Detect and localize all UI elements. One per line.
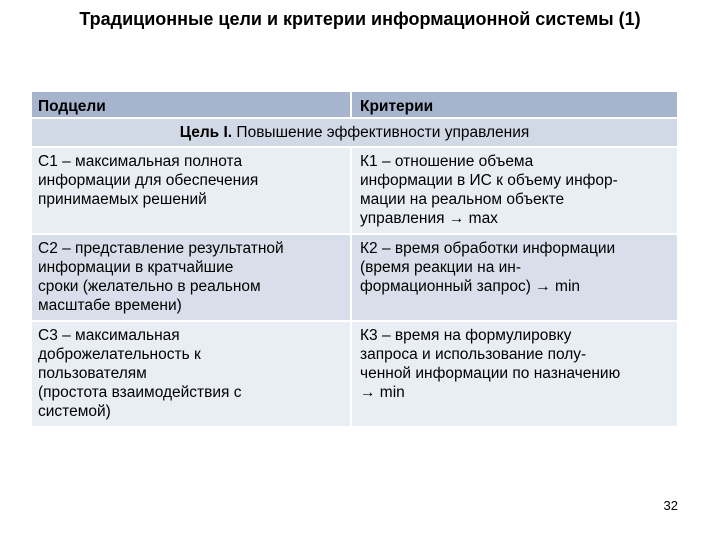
table-row (31, 147, 678, 234)
subgoal-cell (31, 234, 351, 321)
table-header-row (31, 91, 678, 118)
goal-text: Повышение эффективности управления (232, 124, 530, 141)
subgoal-cell (31, 147, 351, 234)
criterion-cell (351, 234, 678, 321)
page-number: 32 (663, 498, 678, 513)
table-row (31, 234, 678, 321)
slide-title: Традиционные цели и критерии информационной системы (1) (79, 9, 641, 29)
criterion-cell (351, 321, 678, 427)
header-subgoals: Подцели (31, 91, 351, 118)
header-criteria: Критерии (351, 91, 678, 118)
criterion-cell (351, 147, 678, 234)
goal-cell (31, 118, 678, 147)
criterion-text: К1 – отношение объема информации в ИС к объему инфор- мации на реальном объекте управления → max (360, 153, 618, 227)
subgoal-text: С1 – максимальная полнота информации для обеспечения принимаемых решений (38, 153, 259, 208)
table-row (31, 321, 678, 427)
subgoal-cell (31, 321, 351, 427)
subgoal-text: С3 – максимальная доброжелательность к пользователям (простота взаимодействия с системой) (38, 327, 242, 420)
subgoal-text: С2 – представление результатной информации в кратчайшие сроки (желательно в реальном масштабе времени) (38, 240, 284, 314)
goals-criteria-table (30, 90, 679, 428)
goal-row (31, 118, 678, 147)
criterion-text: К2 – время обработки информации (время реакции на ин- формационный запрос) → min (360, 240, 616, 295)
goal-prefix: Цель I. (179, 124, 233, 141)
criterion-text: К3 – время на формулировку запроса и использование полу- ченной информации по назначению → min (360, 327, 621, 401)
